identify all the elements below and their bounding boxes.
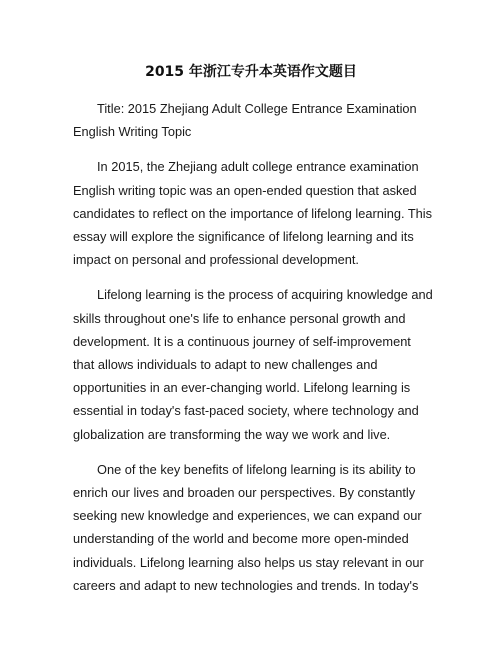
paragraph-definition: Lifelong learning is the process of acquiring knowledge and skills throughout one's life to enhance personal growth and development. It is a continuous journey of self-improvement that allows individuals to adapt to new challenges and opportunities in an ever-changing world. Lifelong learning is essential in today's fast-paced society, where technology and globalization are transforming the way we work and live. [73,287,433,442]
document-body [73,97,435,609]
paragraph-title-line: Title: 2015 Zhejiang Adult College Entrance Examination English Writing Topic [73,101,417,140]
paragraph-benefits: One of the key benefits of lifelong learning is its ability to enrich our lives and broaden our perspectives. By constantly seeking new knowledge and experiences, we can expand our understanding of the world and become more open-minded individuals. Lifelong learning also helps us stay relevant in our careers and adapt to new technologies and trends. In today's [73,461,424,593]
document-title: 2015 年浙江专升本英语作文题目 [145,64,357,80]
paragraph-intro: In 2015, the Zhejiang adult college entrance examination English writing topic was an open-ended question that asked candidates to reflect on the importance of lifelong learning. This essay will explore the significance of lifelong learning and its impact on personal and professional development. [73,159,433,268]
